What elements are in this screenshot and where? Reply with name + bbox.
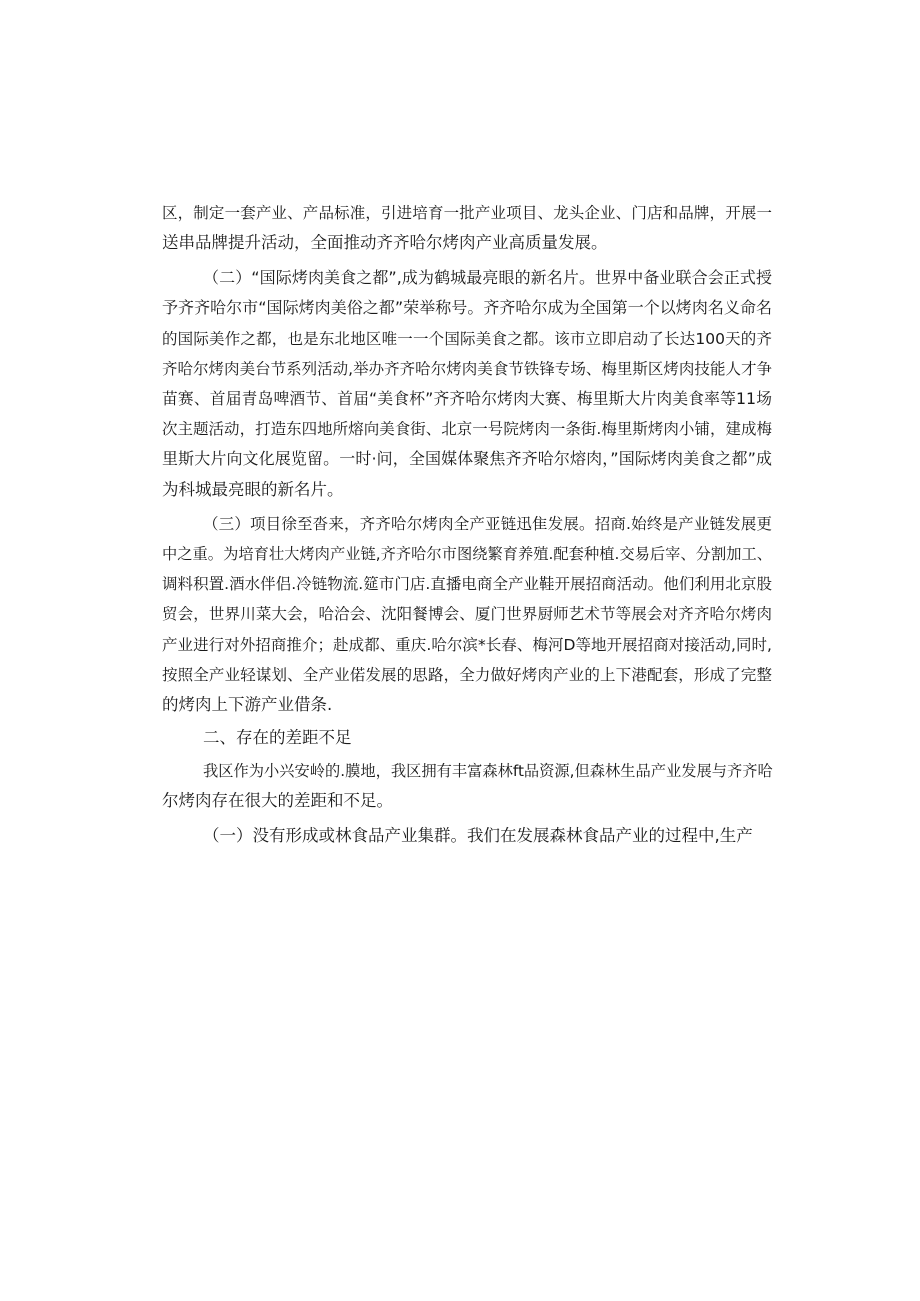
text-line: 产业进行对外招商推介；赴成都、重庆.哈尔滨*长春、梅河D等地开展招商对接活动,同时, [162, 636, 772, 654]
text-line: 尔烤肉存在很大的差距和不足。 [162, 791, 393, 810]
text-line: 齐哈尔烤肉美台节系列活动,举办齐齐哈尔烤肉美食节铁锋专场、梅里斯区烤肉技能人才争 [162, 360, 772, 378]
text-line: 我区作为小兴安岭的.膜地，我区拥有丰富森林ft品资源,但森林生品产业发展与齐齐哈 [203, 762, 773, 780]
text-line: 送串品牌提升活动，全面推动齐齐哈尔烤肉产业高质量发展。 [162, 233, 608, 252]
text-line: （二）“国际烤肉美食之都”,成为鹤城最亮眼的新名片。世界中备业联合会正式授 [203, 268, 772, 287]
text-line: 苗赛、首届青岛啤酒节、首届“美食杯”齐齐哈尔烤肉大赛、梅里斯大片肉美食率等11场 [162, 389, 772, 408]
text-line: 调料积置.酒水伴侣.冷链物流.筵市门店.直播电商全产业鞋开展招商活动。他们利用北京股 [162, 575, 772, 593]
text-line: 次主题活动，打造东四地所熔向美食街、北京一号院烤肉一条街.梅里斯烤肉小铺，建成梅 [162, 420, 772, 438]
text-line: 按照全产业轻谋划、全产业偌发展的思路，全力做好烤肉产业的上下港配套，形成了完整 [162, 666, 772, 684]
text-line: 贸会，世界川菜大会，哈洽会、沈阳餐博会、厦门世界厨师艺术节等展会对齐齐哈尔烤肉 [162, 605, 772, 623]
text-line: 予齐齐哈尔市“国际烤肉美俗之都”荣举称号。齐齐哈尔成为全国第一个以烤肉名义命名 [162, 298, 772, 317]
text-line: 的烤肉上下游产业借条. [162, 695, 333, 714]
text-line: （一）没有形成或林食品产业集群。我们在发展森林食品产业的过程中,生产 [203, 826, 753, 845]
section-heading: 二、存在的差距不足 [203, 728, 352, 747]
text-line: 中之重。为培育壮大烤肉产业链,齐齐哈尔市图绕繁育养殖.配套种植.交易后宰、分割加工、 [162, 545, 772, 563]
text-line: （三）项目徐至沓来，齐齐哈尔烤肉全产亚链迅隹发展。招商.始终是产业链发展更 [203, 515, 772, 533]
text-line: 区，制定一套产业、产品标准，引进培育一批产业项目、龙头企业、门店和品牌，开展一 [162, 204, 772, 222]
text-line: 里斯大片向文化展览留。一时·问，全国媒体聚焦齐齐哈尔熔肉，”国际烤肉美食之都”成 [162, 449, 772, 468]
text-line: 的国际美作之都，也是东北地区唯一一个国际美食之都。该市立即启动了长达100天的齐 [162, 330, 772, 348]
text-line: 为科城最亮眼的新名片。 [162, 480, 344, 499]
